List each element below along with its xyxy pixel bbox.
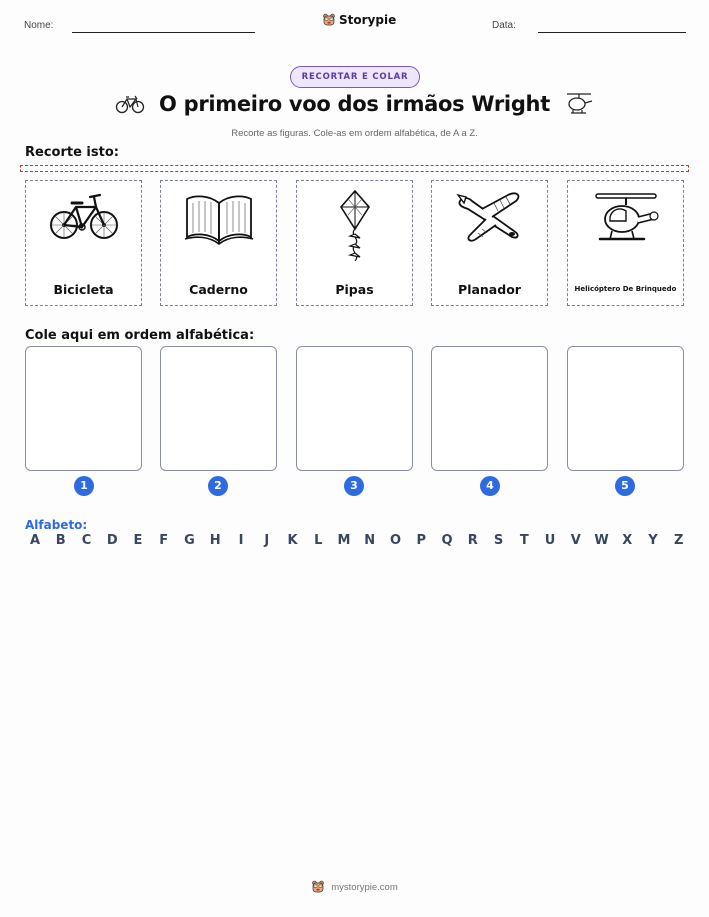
glider-icon (454, 189, 526, 247)
card-label: Pipas (335, 282, 374, 297)
title-row (0, 91, 709, 117)
paste-section-label: Cole aqui em ordem alfabética: (25, 328, 255, 343)
toy-helicopter-icon (564, 91, 594, 117)
cutout-card-caderno[interactable] (160, 180, 277, 306)
alphabet-letter: W (594, 533, 609, 548)
alphabet-letter: A (29, 533, 41, 548)
bicycle-icon (48, 189, 120, 247)
alphabet-letter: H (209, 533, 221, 548)
cutout-card-helicoptero-de-brinquedo[interactable] (567, 180, 684, 306)
alphabet-letter: Z (674, 533, 684, 548)
alphabet-letter: C (81, 533, 92, 548)
footer-url: mystorypie.com (331, 881, 398, 893)
notebook-icon (183, 189, 255, 247)
alphabet-letter: L (314, 533, 323, 548)
card-label: Caderno (189, 282, 248, 297)
paste-slot-1[interactable] (25, 346, 142, 471)
cutout-card-bicicleta[interactable] (25, 180, 142, 306)
alphabet-letter: D (106, 533, 118, 548)
alphabet-letter: O (389, 533, 402, 548)
paste-slot-2[interactable] (160, 346, 277, 471)
cutout-card-pipas[interactable] (296, 180, 413, 306)
cut-section-label: Recorte isto: (25, 145, 119, 160)
alphabet-letter: B (55, 533, 66, 548)
name-label: Nome: (24, 20, 54, 31)
alphabet-letter: S (493, 533, 504, 548)
toy-helicopter-icon (590, 189, 662, 251)
alphabet-letter: G (184, 533, 195, 548)
paste-slot-4[interactable] (431, 346, 548, 471)
cut-line (20, 165, 689, 172)
alphabet-letter: K (287, 533, 298, 548)
slot-number-4: 4 (480, 476, 500, 496)
page-title: O primeiro voo dos irmãos Wright (159, 92, 550, 116)
alphabet-letter: E (133, 533, 143, 548)
date-line (538, 32, 686, 33)
alphabet-letter: V (570, 533, 581, 548)
alphabet-letter: X (622, 533, 633, 548)
activity-badge: RECORTAR E COLAR (290, 66, 420, 88)
alphabet-letter: Y (648, 533, 658, 548)
brand-name: Storypie (339, 13, 397, 27)
alphabet-letter: I (238, 533, 244, 548)
card-label: Planador (458, 282, 521, 297)
alphabet-letter: Q (441, 533, 453, 548)
storypie-mascot-icon (311, 880, 325, 894)
alphabet-letter: F (159, 533, 169, 548)
storypie-mascot-icon (322, 13, 336, 27)
name-line (72, 32, 255, 33)
alphabet-letter: R (467, 533, 478, 548)
paste-slot-5[interactable] (567, 346, 684, 471)
alphabet-letter: M (337, 533, 351, 548)
bicycle-icon (115, 94, 145, 114)
paste-slot-3[interactable] (296, 346, 413, 471)
footer (0, 880, 709, 894)
slot-number-2: 2 (208, 476, 228, 496)
alphabet-letter: T (519, 533, 529, 548)
alphabet-letter: N (364, 533, 376, 548)
cutout-card-planador[interactable] (431, 180, 548, 306)
alphabet-letter: P (416, 533, 427, 548)
date-label: Data: (492, 20, 516, 31)
card-label: Bicicleta (53, 282, 114, 297)
instructions: Recorte as figuras. Cole-as em ordem alfabética, de A a Z. (231, 128, 478, 139)
kite-icon (319, 189, 391, 261)
alphabet-letter: J (264, 533, 270, 548)
slot-number-3: 3 (344, 476, 364, 496)
alphabet-letter: U (544, 533, 556, 548)
slot-number-1: 1 (74, 476, 94, 496)
alphabet-row (27, 533, 687, 548)
brand-logo (322, 13, 396, 27)
card-label: Helicóptero De Brinquedo (574, 285, 677, 293)
slot-number-5: 5 (615, 476, 635, 496)
alphabet-label: Alfabeto: (25, 518, 88, 532)
